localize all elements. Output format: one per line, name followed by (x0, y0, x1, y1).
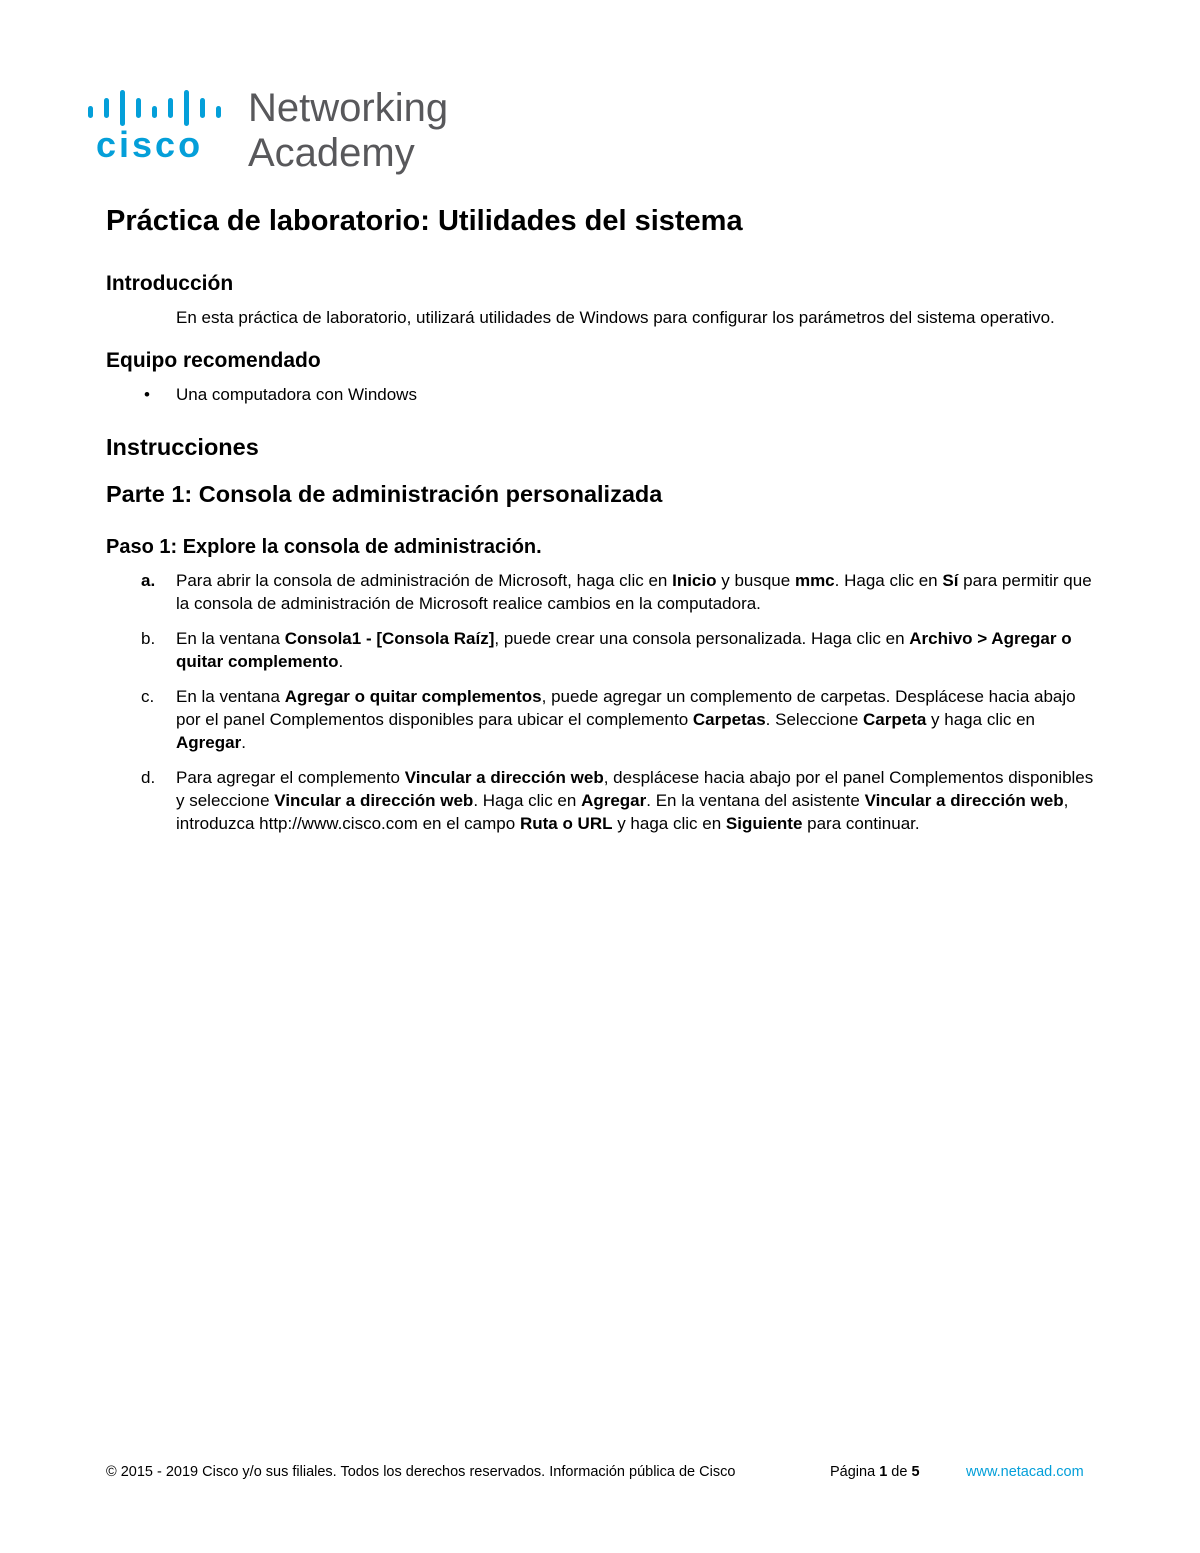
page-of: de (887, 1464, 912, 1480)
text-run: , desplácese hacia abajo por el panel Complementos disponibles y seleccione (176, 768, 1094, 810)
text-run: y haga clic en (926, 710, 1036, 729)
bold-term: Ruta o URL (519, 814, 613, 833)
text-run: , introduzca http://www.cisco.com en el campo (176, 791, 1069, 833)
step-marker: d. (141, 768, 156, 787)
instructions-heading: Instrucciones (106, 434, 259, 460)
bold-term: Siguiente (725, 814, 803, 833)
academy-brand-text (248, 86, 448, 176)
part-heading: Parte 1: Consola de administración personalizada (106, 481, 663, 507)
bold-term: mmc (794, 571, 835, 590)
text-run: . (241, 733, 246, 752)
text-run: y busque (716, 571, 795, 590)
bold-term: Archivo > Agregar o quitar complemento (176, 629, 1072, 671)
list-item (141, 627, 1096, 673)
text-run: para continuar. (802, 814, 920, 833)
intro-heading: Introducción (106, 272, 234, 295)
bold-term: Consola1 - [Consola Raíz] (284, 629, 495, 648)
cisco-wordmark: cisco (96, 124, 204, 165)
page-title: Práctica de laboratorio: Utilidades del sistema (106, 205, 743, 237)
bold-term: Carpeta (863, 710, 927, 729)
copyright-text: © 2015 - 2019 Cisco y/o sus filiales. Todos los derechos reservados. Información pública de Cisco (106, 1464, 736, 1480)
text-run: Para abrir la consola de administración de Microsoft, haga clic en (176, 571, 673, 590)
netacad-link[interactable]: www.netacad.com (966, 1464, 1084, 1480)
equipment-heading: Equipo recomendado (106, 349, 321, 372)
text-run: , puede agregar un complemento de carpetas. Desplácese hacia abajo por el panel Complementos disponibles para ubicar el complemento (176, 687, 1076, 729)
text-run: En la ventana (176, 629, 285, 648)
text-run: . Haga clic en (834, 571, 943, 590)
list-item (141, 766, 1096, 835)
intro-paragraph: En esta práctica de laboratorio, utilizará utilidades de Windows para configurar los parámetros del sistema operativo. (176, 308, 1055, 327)
list-item: • Una computadora con Windows (176, 383, 1096, 406)
page-current: 1 (879, 1464, 888, 1480)
list-item (141, 569, 1096, 615)
bold-term: Vincular a dirección web (404, 768, 604, 787)
text-run: . (338, 652, 344, 671)
page-number (830, 1464, 920, 1480)
instruction-steps (106, 569, 1096, 835)
text-run: . Haga clic en (473, 791, 582, 810)
bold-term: Vincular a dirección web (274, 791, 474, 810)
page-total: 5 (911, 1464, 920, 1480)
cisco-networking-academy-logo (86, 86, 486, 186)
document-body (106, 205, 1096, 847)
step-heading: Paso 1: Explore la consola de administración. (106, 536, 542, 558)
bold-term: Agregar o quitar complementos (284, 687, 542, 706)
bold-term: Inicio (672, 571, 717, 590)
text-run: , puede crear una consola personalizada. Haga clic en (494, 629, 910, 648)
step-marker: c. (141, 687, 155, 706)
brand-line-networking: Networking (248, 86, 449, 130)
bold-term: Agregar (581, 791, 647, 810)
bold-term: Vincular a dirección web (864, 791, 1064, 810)
text-run: . En la ventana del asistente (646, 791, 865, 810)
bold-term: Sí (942, 571, 959, 590)
bold-term: Carpetas (692, 710, 766, 729)
list-item (141, 685, 1096, 754)
text-run: En la ventana (176, 687, 285, 706)
text-run: para permitir que la consola de administración de Microsoft realice cambios en la computadora. (176, 571, 1092, 613)
page-prefix: Página (830, 1464, 880, 1480)
text-run: Para agregar el complemento (176, 768, 405, 787)
step-marker: b. (141, 629, 156, 648)
step-marker: a. (141, 571, 156, 590)
bold-term: Agregar (176, 733, 242, 752)
equipment-list (106, 383, 1096, 406)
cisco-bridge-bars-icon (86, 90, 226, 126)
text-run: y haga clic en (612, 814, 726, 833)
text-run: . Seleccione (765, 710, 864, 729)
brand-line-academy: Academy (248, 131, 415, 175)
